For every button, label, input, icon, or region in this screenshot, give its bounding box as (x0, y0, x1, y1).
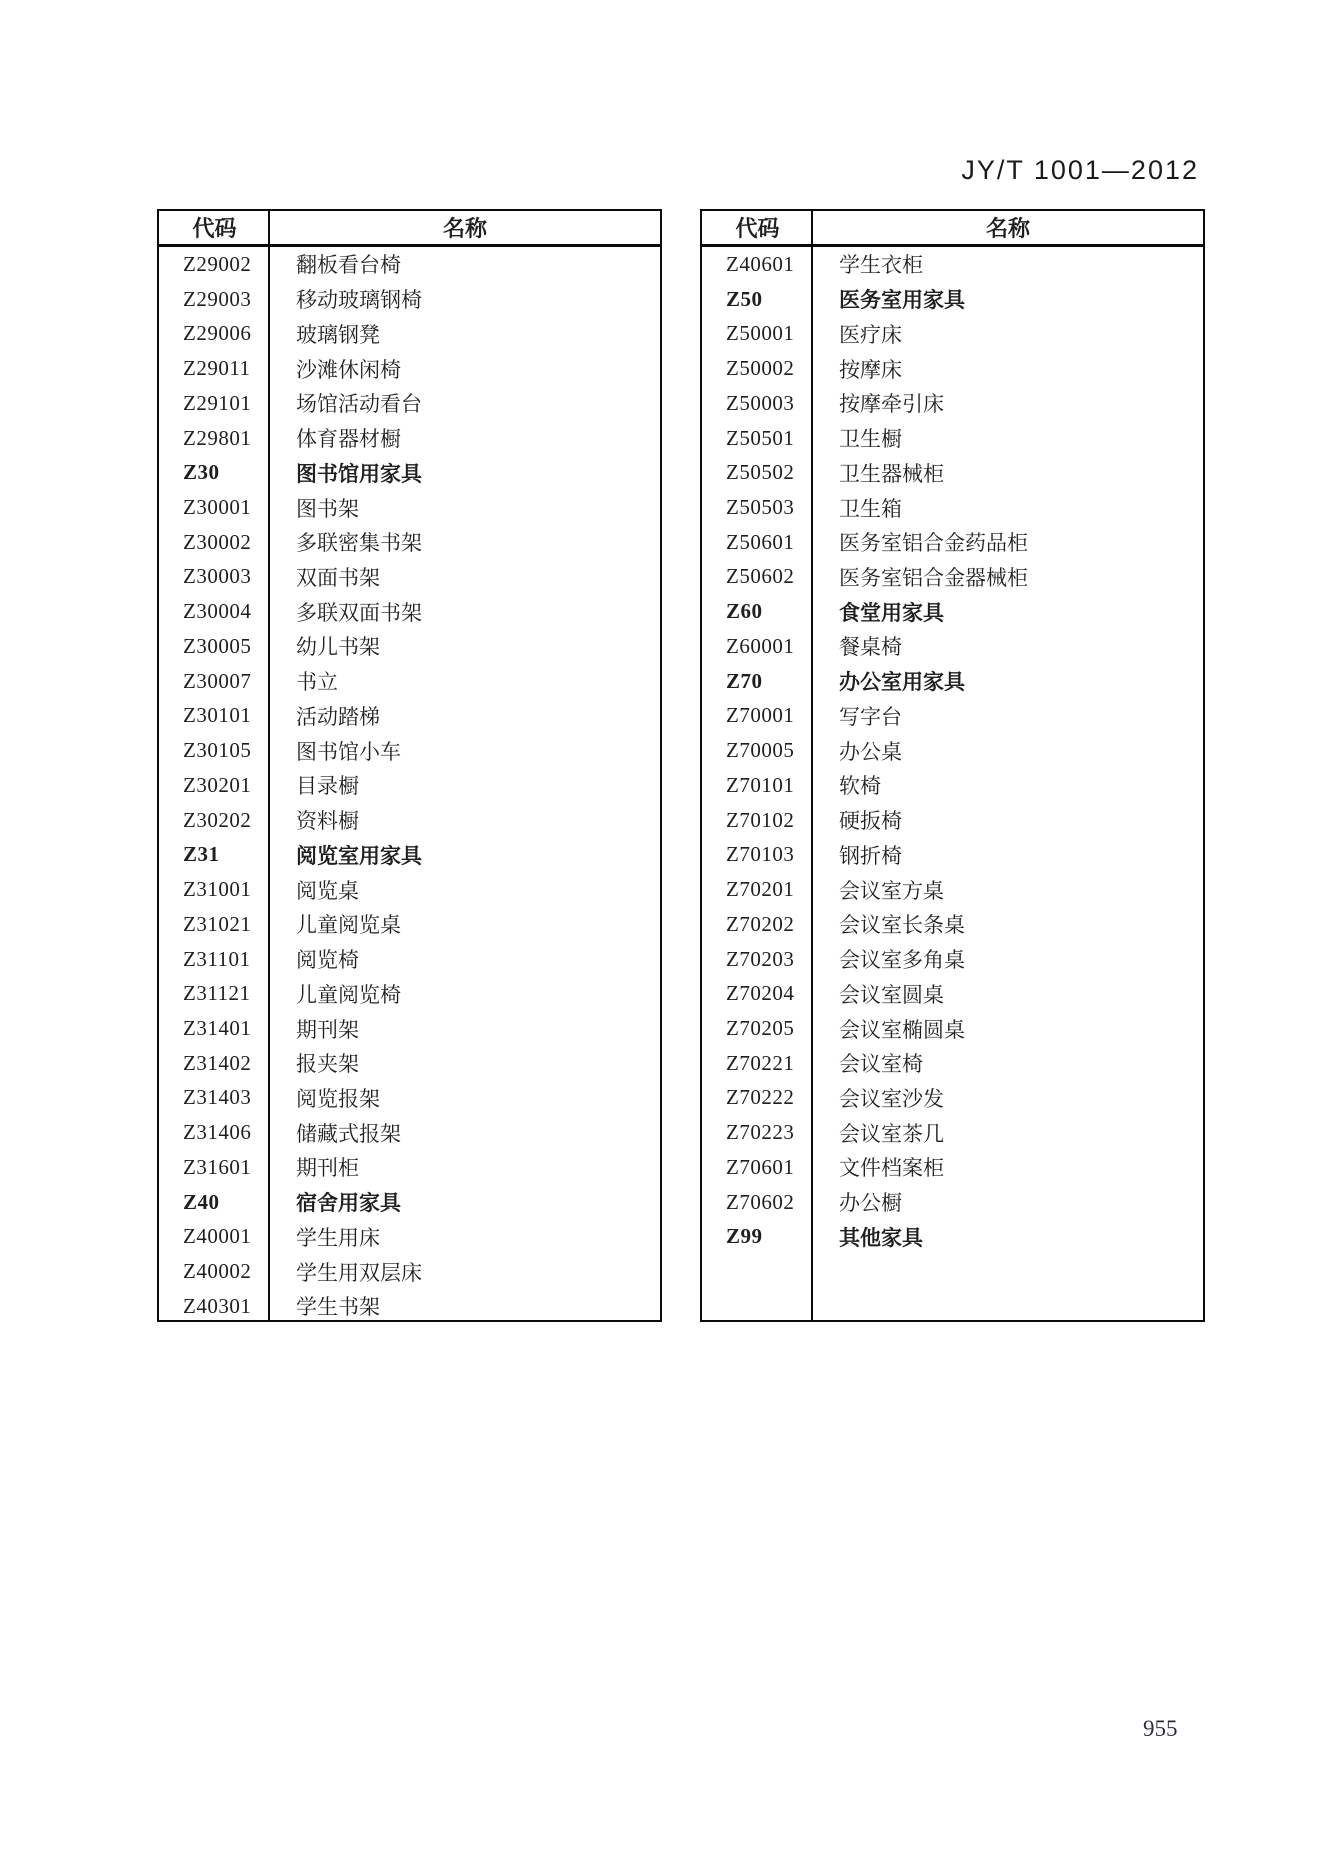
code-cell: Z70222 (726, 1085, 795, 1110)
name-cell: 会议室方桌 (839, 878, 944, 903)
name-cell: 儿童阅览椅 (296, 982, 401, 1007)
table-row (159, 629, 660, 664)
code-cell: Z31101 (183, 946, 251, 971)
code-cell: Z31001 (183, 877, 252, 902)
code-cell: Z70001 (726, 703, 795, 728)
code-cell: Z70202 (726, 911, 795, 936)
name-cell: 双面书架 (296, 565, 380, 590)
name-cell: 幼儿书架 (296, 635, 380, 660)
name-column-header: 名称 (985, 216, 1030, 241)
table-row (702, 455, 1203, 490)
code-cell: Z29006 (183, 321, 252, 346)
table-row (159, 1115, 660, 1150)
table-row (702, 768, 1203, 803)
table-row (702, 942, 1203, 977)
code-cell: Z31601 (183, 1154, 252, 1179)
name-cell: 会议室沙发 (839, 1086, 944, 1111)
code-cell: Z30202 (183, 807, 252, 832)
name-cell: 会议室茶几 (839, 1121, 944, 1146)
table-row (159, 907, 660, 942)
code-cell: Z30101 (183, 703, 252, 728)
table-row (159, 455, 660, 490)
table-row (702, 1081, 1203, 1116)
table-row (159, 247, 660, 282)
table-row (159, 316, 660, 351)
name-cell: 沙滩休闲椅 (296, 357, 401, 382)
name-cell: 多联密集书架 (296, 531, 422, 556)
name-cell: 学生书架 (296, 1295, 380, 1320)
table-row (702, 316, 1203, 351)
name-cell: 移动玻璃钢椅 (296, 288, 422, 313)
table-row (702, 664, 1203, 699)
table-row (702, 421, 1203, 456)
table-row (702, 1115, 1203, 1150)
table-row (159, 1046, 660, 1081)
table-row (159, 351, 660, 386)
code-cell: Z40001 (183, 1224, 252, 1249)
name-cell: 期刊架 (296, 1017, 359, 1042)
name-cell: 书立 (296, 670, 338, 695)
name-cell: 会议室多角桌 (839, 948, 965, 973)
name-cell: 资料橱 (296, 809, 359, 834)
code-cell: Z70221 (726, 1050, 795, 1075)
code-cell: Z50601 (726, 529, 795, 554)
column-divider (811, 211, 813, 1320)
code-column-header: 代码 (192, 216, 237, 241)
code-cell: Z29003 (183, 286, 252, 311)
code-cell: Z40 (183, 1189, 220, 1214)
code-cell: Z31401 (183, 1016, 252, 1041)
code-cell: Z50602 (726, 564, 795, 589)
table-row (159, 1289, 660, 1324)
code-cell: Z40301 (183, 1293, 252, 1318)
code-cell: Z70101 (726, 772, 795, 797)
table-row (702, 490, 1203, 525)
code-cell: Z40601 (726, 251, 795, 276)
table-row (159, 1081, 660, 1116)
name-column-header: 名称 (442, 216, 487, 241)
code-cell: Z30004 (183, 599, 252, 624)
table-row (702, 282, 1203, 317)
name-cell: 软椅 (839, 774, 881, 799)
code-cell: Z70204 (726, 981, 795, 1006)
code-cell: Z50501 (726, 425, 795, 450)
table-row (159, 733, 660, 768)
name-cell: 期刊柜 (296, 1156, 359, 1181)
table-header-row (702, 211, 1203, 247)
code-table-right (700, 209, 1205, 1322)
code-cell: Z70205 (726, 1016, 795, 1041)
table-row (702, 629, 1203, 664)
table-row (159, 594, 660, 629)
code-cell: Z50503 (726, 495, 795, 519)
code-cell: Z99 (726, 1224, 763, 1249)
table-row (702, 351, 1203, 386)
doc-reference: JY/T 1001—2012 (961, 155, 1199, 185)
name-cell: 学生用双层床 (296, 1260, 422, 1285)
table-row (159, 942, 660, 977)
name-cell: 医务室铝合金药品柜 (839, 531, 1028, 556)
name-cell: 活动踏梯 (296, 704, 380, 729)
table-row (159, 560, 660, 595)
code-cell: Z70203 (726, 946, 795, 971)
table-row (159, 421, 660, 456)
code-cell: Z70223 (726, 1120, 795, 1145)
name-cell: 储藏式报架 (296, 1121, 401, 1146)
name-cell: 会议室圆桌 (839, 982, 944, 1007)
name-cell: 医务室用家具 (839, 289, 965, 313)
table-row (159, 1011, 660, 1046)
code-cell: Z50002 (726, 356, 795, 381)
code-cell: Z31406 (183, 1120, 252, 1145)
name-cell: 体育器材橱 (296, 427, 401, 452)
name-cell: 医疗床 (839, 322, 902, 347)
name-cell: 学生衣柜 (839, 253, 923, 278)
table-row (702, 525, 1203, 560)
table-row (159, 699, 660, 734)
name-cell: 餐桌椅 (839, 635, 902, 660)
code-cell: Z31403 (183, 1085, 252, 1110)
table-row (702, 837, 1203, 872)
name-cell: 阅览报架 (296, 1086, 380, 1111)
table-row (159, 386, 660, 421)
name-cell: 按摩牵引床 (839, 392, 944, 417)
code-cell: Z31 (183, 842, 220, 867)
code-cell: Z50001 (726, 321, 795, 346)
code-cell: Z31121 (183, 981, 251, 1006)
table-row (702, 1150, 1203, 1185)
table-header-row (159, 211, 660, 247)
name-cell: 阅览椅 (296, 948, 359, 973)
table-row (702, 872, 1203, 907)
code-cell: Z70201 (726, 877, 795, 902)
table-row (159, 525, 660, 560)
table-row (159, 803, 660, 838)
name-cell: 硬扳椅 (839, 809, 902, 834)
code-cell: Z29101 (183, 390, 252, 415)
name-cell: 钢折椅 (839, 843, 902, 868)
table-row (159, 976, 660, 1011)
code-cell: Z30002 (183, 529, 252, 554)
name-cell: 办公室用家具 (839, 671, 965, 695)
code-cell: Z30201 (183, 772, 252, 797)
code-cell: Z30005 (183, 633, 252, 658)
table-row (159, 490, 660, 525)
name-cell: 会议室椅 (839, 1052, 923, 1077)
name-cell: 医务室铝合金器械柜 (839, 565, 1028, 590)
code-cell: Z30007 (183, 668, 252, 693)
name-cell: 多联双面书架 (296, 600, 422, 625)
name-cell: 翻板看台椅 (296, 253, 401, 278)
table-row (159, 1150, 660, 1185)
name-cell: 办公桌 (839, 739, 902, 764)
code-cell: Z50502 (726, 460, 795, 485)
name-cell: 会议室长条桌 (839, 913, 965, 938)
name-cell: 卫生橱 (839, 427, 902, 452)
code-cell: Z60001 (726, 633, 795, 658)
code-cell: Z29011 (183, 356, 251, 381)
table-row (159, 282, 660, 317)
table-row (159, 1185, 660, 1220)
name-cell: 宿舍用家具 (296, 1192, 401, 1216)
table-row (159, 768, 660, 803)
name-cell: 目录橱 (296, 774, 359, 799)
name-cell: 学生用床 (296, 1225, 380, 1250)
table-row (702, 247, 1203, 282)
name-cell: 办公橱 (839, 1191, 902, 1216)
name-cell: 其他家具 (839, 1226, 923, 1250)
table-body (159, 247, 660, 1324)
table-row (702, 1220, 1203, 1255)
table-row (702, 733, 1203, 768)
table-row (159, 664, 660, 699)
code-cell: Z50 (726, 286, 763, 311)
code-cell: Z70005 (726, 738, 795, 763)
table-row (702, 1185, 1203, 1220)
name-cell: 食堂用家具 (839, 601, 944, 625)
code-cell: Z70102 (726, 807, 795, 832)
name-cell: 报夹架 (296, 1052, 359, 1077)
table-row (159, 872, 660, 907)
code-table-left (157, 209, 662, 1322)
table-row (702, 560, 1203, 595)
code-cell: Z30 (183, 460, 220, 485)
code-cell: Z29801 (183, 425, 252, 450)
table-row (702, 594, 1203, 629)
table-body (702, 247, 1203, 1254)
table-row (702, 976, 1203, 1011)
code-cell: Z31021 (183, 911, 252, 936)
code-cell: Z50003 (726, 390, 795, 415)
code-column-header: 代码 (735, 216, 780, 241)
name-cell: 阅览室用家具 (296, 844, 422, 868)
code-cell: Z70602 (726, 1189, 795, 1214)
code-cell: Z70601 (726, 1154, 795, 1179)
table-row (702, 699, 1203, 734)
table-row (159, 1220, 660, 1255)
name-cell: 图书馆小车 (296, 739, 401, 764)
table-row (702, 907, 1203, 942)
table-row (159, 1254, 660, 1289)
code-cell: Z70103 (726, 842, 795, 867)
table-row (702, 1046, 1203, 1081)
name-cell: 文件档案柜 (839, 1156, 944, 1181)
code-cell: Z31402 (183, 1050, 252, 1075)
table-row (702, 386, 1203, 421)
name-cell: 场馆活动看台 (296, 392, 422, 417)
name-cell: 玻璃钢凳 (296, 322, 380, 347)
code-cell: Z30105 (183, 738, 252, 763)
name-cell: 按摩床 (839, 357, 902, 382)
name-cell: 阅览桌 (296, 878, 359, 903)
name-cell: 写字台 (839, 704, 902, 729)
name-cell: 会议室椭圆桌 (839, 1017, 965, 1042)
code-cell: Z70 (726, 668, 763, 693)
name-cell: 儿童阅览桌 (296, 913, 401, 938)
name-cell: 卫生箱 (839, 496, 902, 521)
table-row (159, 837, 660, 872)
table-row (702, 1011, 1203, 1046)
name-cell: 图书架 (296, 496, 359, 521)
code-cell: Z30003 (183, 564, 252, 589)
code-cell: Z30001 (183, 495, 252, 519)
name-cell: 卫生器械柜 (839, 461, 944, 486)
code-cell: Z60 (726, 599, 763, 624)
column-divider (268, 211, 270, 1320)
name-cell: 图书馆用家具 (296, 462, 422, 486)
table-row (702, 803, 1203, 838)
code-cell: Z40002 (183, 1259, 252, 1284)
page-number: 955 (1143, 1716, 1178, 1741)
code-cell: Z29002 (183, 251, 252, 276)
